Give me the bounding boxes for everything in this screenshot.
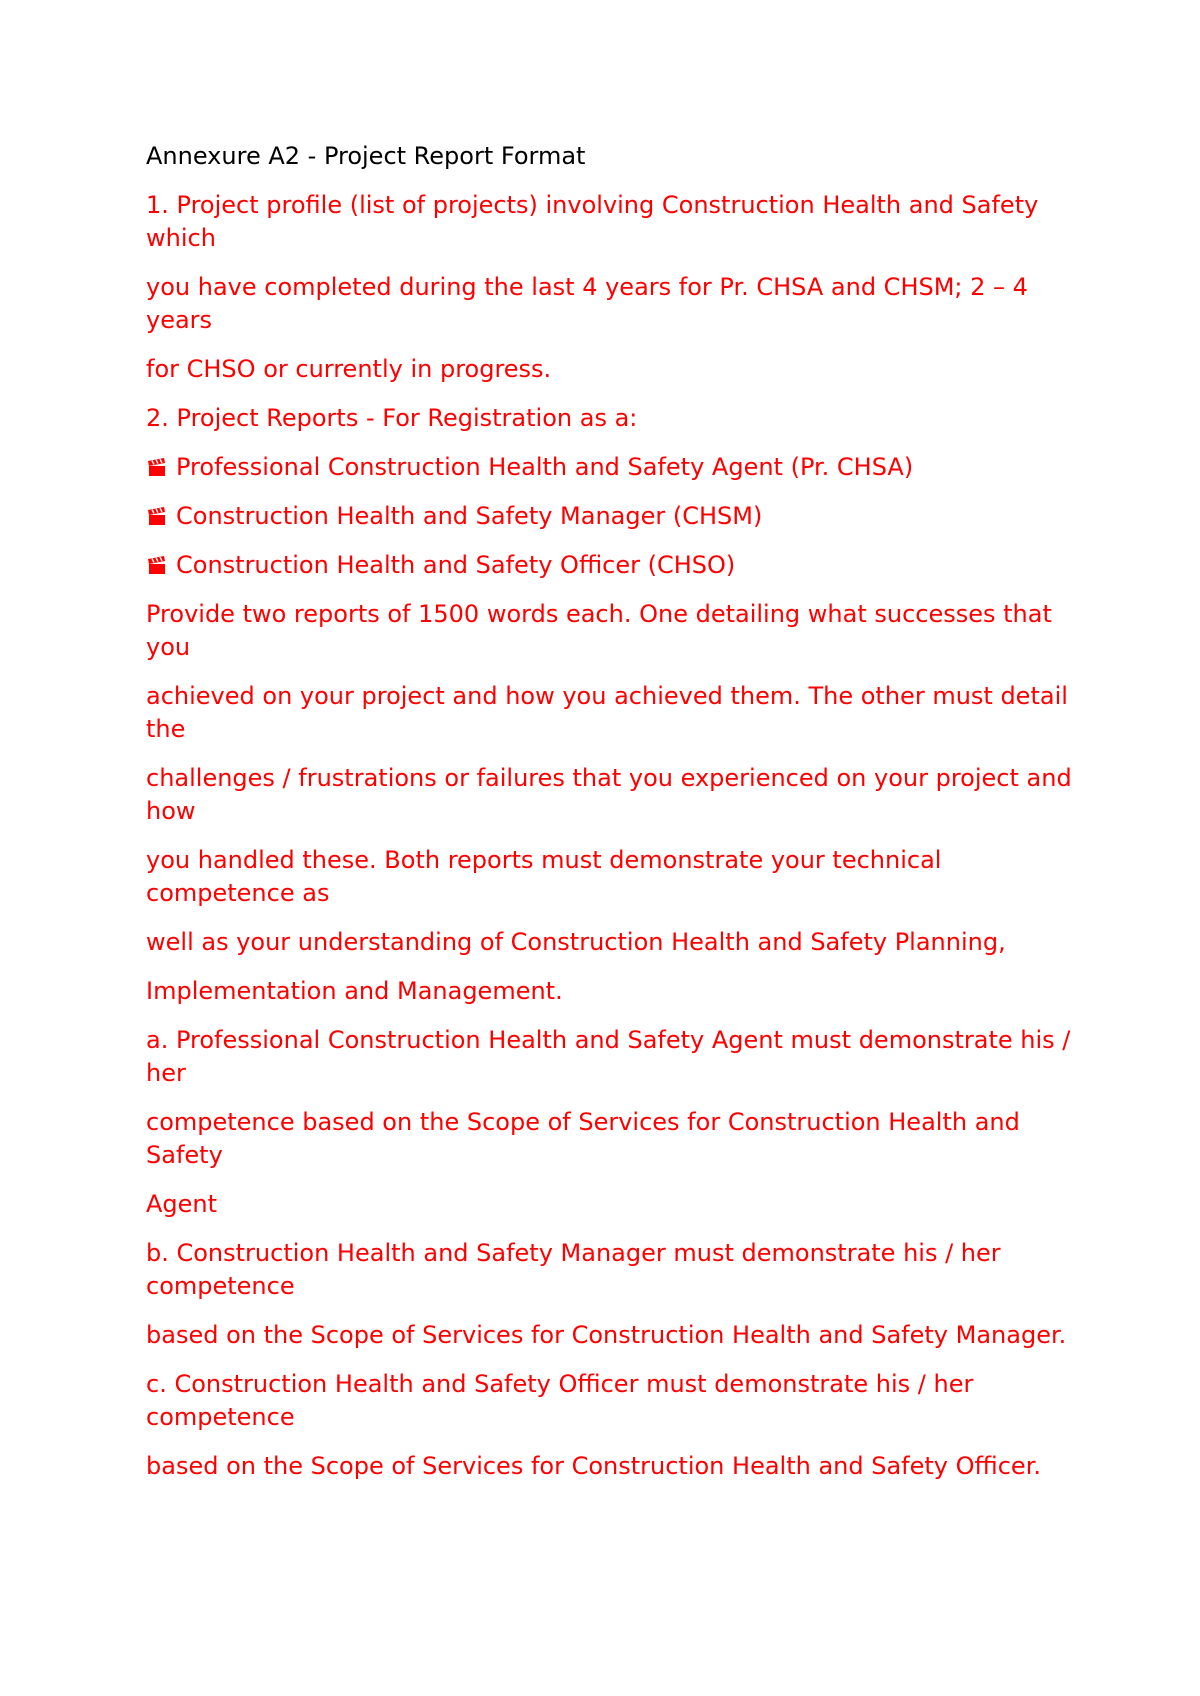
bullet-label: Construction Health and Safety Manager (CHSM)	[176, 502, 763, 530]
paragraph-item-c: c. Construction Health and Safety Officer must demonstrate his / her competence	[146, 1370, 974, 1431]
clapperboard-icon	[146, 505, 170, 527]
paragraph-item-a: a. Professional Construction Health and Safety Agent must demonstrate his / her	[146, 1026, 1071, 1087]
paragraph-chso-progress: for CHSO or currently in progress.	[146, 355, 552, 383]
paragraph-item-a-agent: Agent	[146, 1190, 218, 1218]
paragraph-body-line: achieved on your project and how you achieved them. The other must detail the	[146, 682, 1068, 743]
bullet-label: Construction Health and Safety Officer (CHSO)	[176, 551, 736, 579]
clapperboard-icon	[146, 554, 170, 576]
paragraph-project-profile: 1. Project profile (list of projects) involving Construction Health and Safety which	[146, 191, 1039, 252]
clapperboard-icon	[146, 456, 170, 478]
paragraph-body-line: Implementation and Management.	[146, 977, 563, 1005]
document-title: Annexure A2 - Project Report Format	[146, 142, 586, 170]
paragraph-body-line: Provide two reports of 1500 words each. One detailing what successes that you	[146, 600, 1052, 661]
paragraph-item-b-cont: based on the Scope of Services for Construction Health and Safety Manager.	[146, 1321, 1067, 1349]
document-body	[146, 140, 1076, 1499]
paragraph-item-c-cont: based on the Scope of Services for Construction Health and Safety Officer.	[146, 1452, 1041, 1480]
paragraph-body-line: challenges / frustrations or failures that you experienced on your project and how	[146, 764, 1072, 825]
bullet-item-pr-chsa	[146, 451, 1076, 484]
paragraph-item-a-cont: competence based on the Scope of Services for Construction Health and Safety	[146, 1108, 1020, 1169]
paragraph-completed-years: you have completed during the last 4 years for Pr. CHSA and CHSM; 2 – 4 years	[146, 273, 1028, 334]
bullet-label: Professional Construction Health and Safety Agent (Pr. CHSA)	[176, 453, 914, 481]
bullet-item-chsm	[146, 500, 1076, 533]
paragraph-body-line: you handled these. Both reports must demonstrate your technical competence as	[146, 846, 942, 907]
paragraph-project-reports: 2. Project Reports - For Registration as a:	[146, 404, 638, 432]
paragraph-body-line: well as your understanding of Construction Health and Safety Planning,	[146, 928, 1006, 956]
bullet-item-chso	[146, 549, 1076, 582]
paragraph-item-b: b. Construction Health and Safety Manager must demonstrate his / her competence	[146, 1239, 1001, 1300]
